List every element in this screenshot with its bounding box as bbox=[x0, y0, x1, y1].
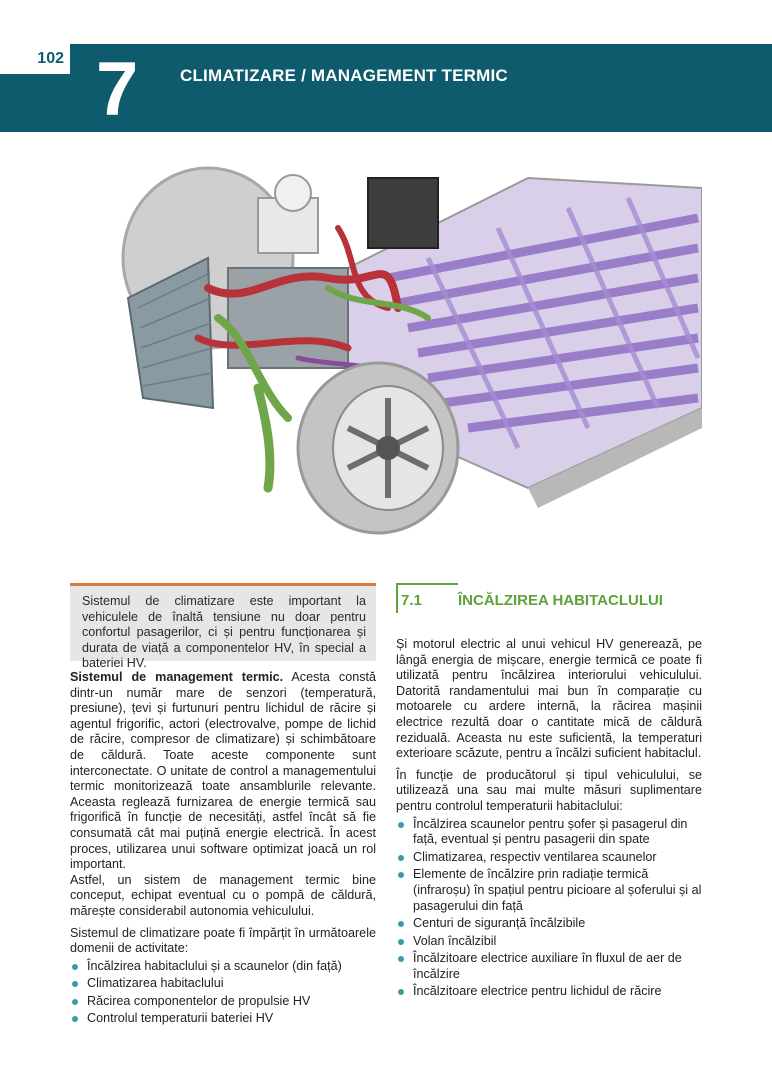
compressor bbox=[368, 178, 438, 248]
list-item: Încălzitoare electrice auxiliare în fluxul de aer de încălzire bbox=[396, 951, 702, 982]
bullet-icon bbox=[398, 989, 404, 995]
list-item: Încălzirea scaunelor pentru șofer și pasagerul din față, eventual și pentru pasagerii din spate bbox=[396, 817, 702, 848]
list-item: Elemente de încălzire prin radiație termică (infraroșu) în spațiul pentru picioare al șoferului și al pasagerului din față bbox=[396, 867, 702, 914]
bullet-icon bbox=[398, 939, 404, 945]
list-item: Controlul temperaturii bateriei HV bbox=[70, 1011, 376, 1027]
right-column bbox=[396, 637, 702, 1002]
section-heading bbox=[396, 583, 702, 613]
bullet-icon bbox=[72, 964, 78, 970]
section-title: ÎNCĂLZIREA HABITACLULUI bbox=[458, 592, 663, 609]
left-column bbox=[70, 670, 376, 1029]
ev-chassis-drawing bbox=[98, 158, 702, 552]
bullet-icon bbox=[72, 1016, 78, 1022]
list-item: Climatizarea habitaclului bbox=[70, 976, 376, 992]
ev-thermal-system-illustration bbox=[98, 158, 702, 552]
section-number: 7.1 bbox=[401, 592, 422, 609]
domains-intro-paragraph: Sistemul de climatizare poate fi împărțit în următoarele domenii de activitate: bbox=[70, 925, 376, 956]
bullet-icon bbox=[398, 855, 404, 861]
list-item: Încălzirea habitaclului și a scaunelor (din față) bbox=[70, 959, 376, 975]
list-item: Climatizarea, respectiv ventilarea scaunelor bbox=[396, 850, 702, 866]
bullet-icon bbox=[72, 999, 78, 1005]
reservoir bbox=[275, 175, 311, 211]
section-accent-vertical bbox=[396, 583, 398, 613]
chapter-number: 7 bbox=[96, 47, 139, 132]
intro-callout: Sistemul de climatizare este important la vehiculele de înaltă tensiune nu doar pentru confortul pasagerilor, ci și pentru funcționarea și durata de viață a componentelor HV, în special a bateriei HV. bbox=[70, 583, 376, 661]
measures-intro-paragraph: În funcție de producătorul și tipul vehiculului, se utilizează una sau mai multe măsuri suplimentare pentru controlul temperaturii habitaclului: bbox=[396, 767, 702, 813]
paragraph-lead: Sistemul de management termic. bbox=[70, 670, 284, 684]
electric-motor-heat-paragraph: Și motorul electric al unui vehicul HV generează, pe lângă energia de mișcare, energie termică ce poate fi utilizată pentru încălzirea interiorului vehiculului. Datorită randamentului mai bun în comparație cu motoarele cu ardere internă, la răcirea mașinii electrice rezultă doar o cantitate mică de căldură reziduală. Aceasta nu este suficientă, la temperaturi exterioare scăzute, pentru a încălzi suficient habitaclul. bbox=[396, 637, 702, 761]
list-item: Centuri de siguranță încălzibile bbox=[396, 916, 702, 932]
list-item: Răcirea componentelor de propulsie HV bbox=[70, 994, 376, 1010]
bullet-icon bbox=[398, 872, 404, 878]
thermal-management-paragraph bbox=[70, 670, 376, 873]
domains-list bbox=[70, 959, 376, 1027]
page-number: 102 bbox=[0, 44, 70, 74]
measures-list bbox=[396, 817, 702, 1001]
list-item: Volan încălzibil bbox=[396, 934, 702, 950]
paragraph-text: Acesta constă dintr-un număr mare de senzori (temperatură, presiune), țevi și furtunuri pentru lichidul de răcire și agentul frigorific, actori (electrovalve, pompe de lichid de răcire, compresor de climatizare) și schimbătoare de căldură. Toate aceste componente sunt interconectate. O unitate de control a managementului termic monitorizează toate ansamblurile relevante. Aceasta reglează furnizarea de energie termică sau frigorifică în funcție de necesități, astfel încât să fie consumată cât mai puțină energie electrică. În acest proces, utilizarea unui software optimizat joacă un rol important. bbox=[70, 670, 376, 872]
bullet-icon bbox=[398, 822, 404, 828]
section-accent-horizontal bbox=[396, 583, 458, 585]
bullet-icon bbox=[72, 981, 78, 987]
list-item: Încălzitoare electrice pentru lichidul de răcire bbox=[396, 984, 702, 1000]
autonomy-paragraph: Astfel, un sistem de management termic bine conceput, echipat eventual cu o pompă de căldură, mărește considerabil autonomia vehiculului. bbox=[70, 872, 376, 918]
bullet-icon bbox=[398, 956, 404, 962]
bullet-icon bbox=[398, 921, 404, 927]
chapter-title: CLIMATIZARE / MANAGEMENT TERMIC bbox=[180, 66, 508, 85]
